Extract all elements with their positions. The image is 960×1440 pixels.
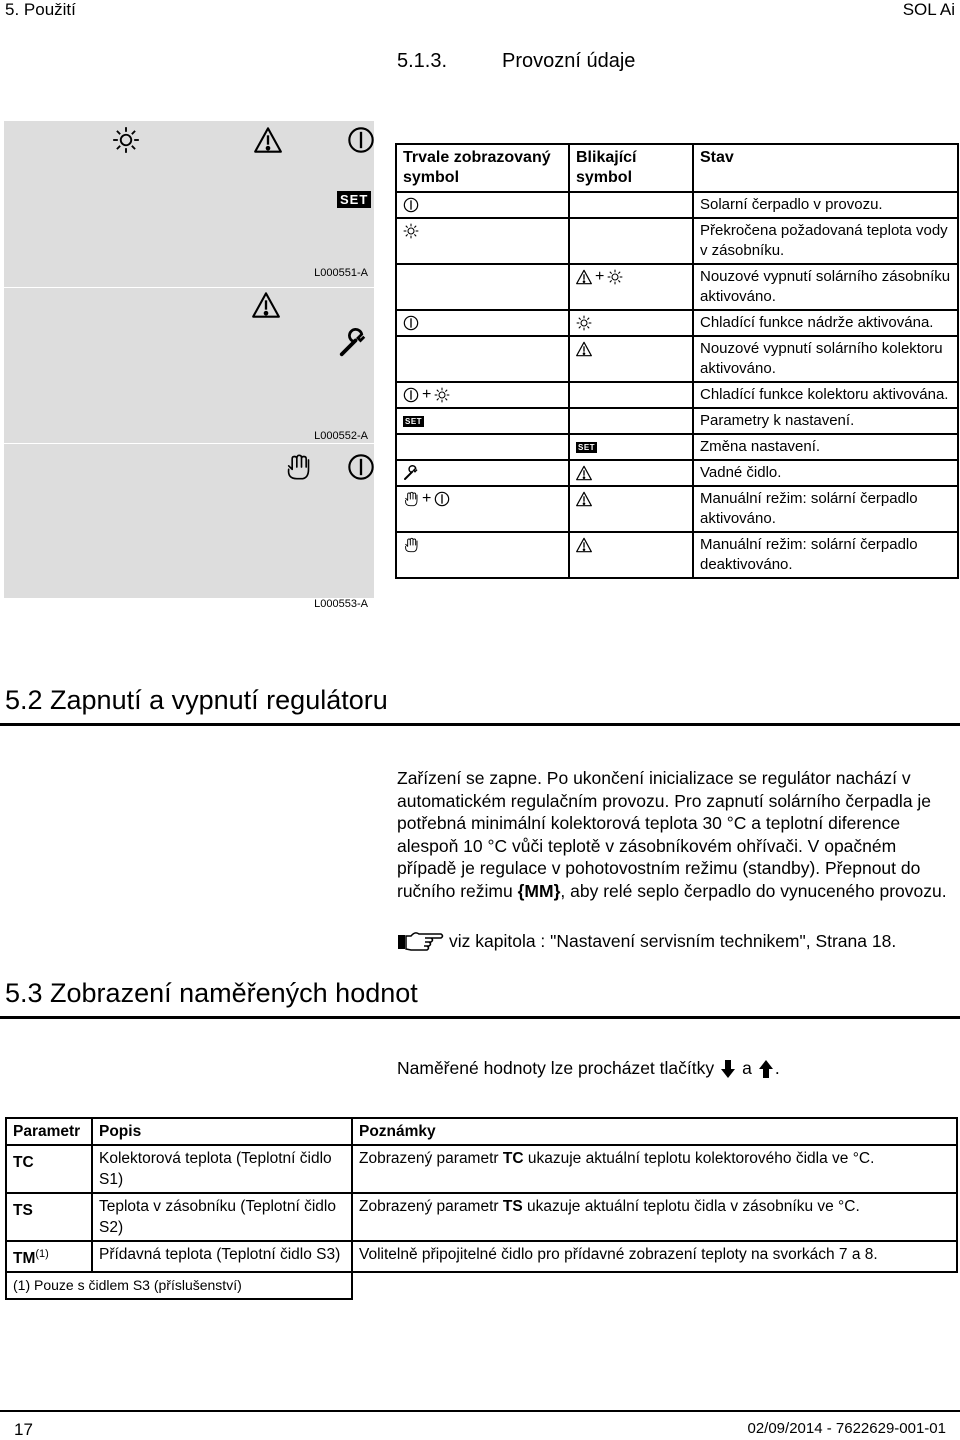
hand-icon <box>403 491 419 507</box>
sun-icon <box>576 315 592 331</box>
pump-icon <box>403 387 419 403</box>
steady-cell <box>396 218 569 264</box>
hand-icon <box>284 453 312 481</box>
status-row <box>396 336 958 382</box>
blink-cell <box>569 408 693 434</box>
status-row <box>396 192 958 218</box>
blink-cell <box>569 382 693 408</box>
footnote-row <box>6 1272 957 1299</box>
wrench-icon <box>338 328 368 358</box>
parameter-row <box>6 1193 957 1241</box>
plus-sign: + <box>422 490 432 508</box>
blink-cell <box>569 434 693 460</box>
param-cell: TC <box>6 1145 92 1193</box>
blink-cell <box>569 264 693 310</box>
state-cell: Parametry k nastavení. <box>693 408 958 434</box>
state-cell: Překročena požadovaná teplota vody v zásobníku. <box>693 218 958 264</box>
steady-cell <box>396 408 569 434</box>
header-steady: Trvale zobrazovaný symbol <box>396 144 569 192</box>
state-cell: Chladící funkce nádrže aktivována. <box>693 310 958 336</box>
sun-icon <box>403 223 419 239</box>
blink-cell <box>569 336 693 382</box>
plus-sign: + <box>422 386 432 404</box>
parameter-table <box>5 1117 958 1300</box>
warning-icon <box>576 465 592 481</box>
nav-hint: Naměřené hodnoty lze procházet tlačítky a . <box>397 1058 780 1078</box>
steady-cell <box>396 460 569 486</box>
pointing-hand-icon <box>397 929 445 953</box>
reference-text: viz kapitola : "Nastavení servisním technikem", Strana 18. <box>449 930 897 951</box>
section-5-2-title: 5.2 Zapnutí a vypnutí regulátoru <box>5 685 388 715</box>
footer-rule <box>0 1410 960 1412</box>
steady-cell <box>396 382 569 408</box>
steady-cell <box>396 310 569 336</box>
state-cell: Nouzové vypnutí solárního kolektoru aktivováno. <box>693 336 958 382</box>
sun-icon <box>434 387 450 403</box>
blink-cell <box>569 460 693 486</box>
header-poznamky: Poznámky <box>352 1118 957 1145</box>
status-row <box>396 434 958 460</box>
status-row <box>396 460 958 486</box>
status-row <box>396 408 958 434</box>
steady-cell <box>396 336 569 382</box>
blink-cell <box>569 486 693 532</box>
note-cell: Zobrazený parametr TS ukazuje aktuální teplotu čidla v zásobníku ve °C. <box>352 1193 957 1241</box>
pump-icon <box>434 491 450 507</box>
blink-cell <box>569 192 693 218</box>
arrow-down-icon <box>720 1059 736 1079</box>
pump-icon <box>347 453 375 481</box>
param-cell: TM$^{(1)}$ <box>6 1241 92 1272</box>
parameter-row <box>6 1145 957 1193</box>
wrench-icon <box>403 465 419 481</box>
pump-icon <box>403 197 419 213</box>
state-cell: Změna nastavení. <box>693 434 958 460</box>
header-parametr: Parametr <box>6 1118 92 1145</box>
header-blink: Blikající symbol <box>569 144 693 192</box>
doc-reference: 02/09/2014 - 7622629-001-01 <box>747 1420 946 1437</box>
state-cell: Vadné čidlo. <box>693 460 958 486</box>
set-icon: SET <box>337 191 371 208</box>
sun-icon <box>607 269 623 285</box>
warning-icon <box>576 537 592 553</box>
plus-sign: + <box>595 268 605 286</box>
desc-cell: Přídavná teplota (Teplotní čidlo S3) <box>92 1241 352 1272</box>
set-icon: SET <box>578 442 596 452</box>
blink-cell <box>569 532 693 578</box>
panel-code: L000553-A <box>314 598 368 610</box>
state-cell: Manuální režim: solární čerpadlo aktivováno. <box>693 486 958 532</box>
status-row <box>396 532 958 578</box>
section-5-2-paragraph: Zařízení se zapne. Po ukončení inicializace se regulátor nachází v automatickém regulačním provozu. Pro zapnutí solárního čerpadla je potřebná minimální kolektorová teplota 30 °C a teplotní diference alespoň 10 °C vůči teplotě v zásobníkovém ohřívači. V opačném případě je regulace v pohotovostním režimu (standby). Přepnout do ručního režimu {MM}, aby relé seplo čerpadlo do vynuceného provozu. <box>397 768 947 901</box>
hand-icon <box>403 537 419 553</box>
status-row <box>396 218 958 264</box>
warning-icon <box>576 491 592 507</box>
section-rule <box>0 1016 960 1019</box>
chapter-reference[interactable] <box>397 929 896 953</box>
steady-cell <box>396 486 569 532</box>
steady-cell <box>396 264 569 310</box>
param-cell: TS <box>6 1193 92 1241</box>
display-panel-1 <box>4 121 374 287</box>
warning-icon <box>576 269 592 285</box>
product-label: SOL Ai <box>902 0 955 19</box>
panel-code: L000551-A <box>314 267 368 279</box>
pump-icon <box>347 126 375 154</box>
steady-cell <box>396 192 569 218</box>
warning-icon <box>252 291 280 319</box>
status-row <box>396 382 958 408</box>
state-cell: Chladící funkce kolektoru aktivována. <box>693 382 958 408</box>
status-row <box>396 310 958 336</box>
blink-cell <box>569 310 693 336</box>
desc-cell: Kolektorová teplota (Teplotní čidlo S1) <box>92 1145 352 1193</box>
state-cell: Nouzové vypnutí solárního zásobníku aktivováno. <box>693 264 958 310</box>
set-icon: SET <box>405 416 423 426</box>
section-title: Provozní údaje <box>502 50 636 72</box>
display-panel-2 <box>4 288 374 443</box>
section-rule <box>0 723 960 726</box>
status-row <box>396 264 958 310</box>
note-cell: Zobrazený parametr TC ukazuje aktuální teplotu kolektorového čidla ve °C. <box>352 1145 957 1193</box>
state-cell: Solarní čerpadlo v provozu. <box>693 192 958 218</box>
sun-icon <box>112 126 140 154</box>
nav-text: Naměřené hodnoty lze procházet tlačítky <box>397 1058 715 1078</box>
chapter-label: 5. Použití <box>5 0 76 19</box>
blink-cell <box>569 218 693 264</box>
steady-cell <box>396 532 569 578</box>
warning-icon <box>254 126 282 154</box>
desc-cell: Teplota v zásobníku (Teplotní čidlo S2) <box>92 1193 352 1241</box>
warning-icon <box>576 341 592 357</box>
steady-cell <box>396 434 569 460</box>
page-number: 17 <box>14 1420 33 1439</box>
header-popis: Popis <box>92 1118 352 1145</box>
arrow-up-icon <box>758 1059 774 1079</box>
section-5-3-title: 5.3 Zobrazení naměřených hodnot <box>5 978 418 1008</box>
parameter-row <box>6 1241 957 1272</box>
section-number: 5.1.3. <box>397 50 448 72</box>
panel-code: L000552-A <box>314 430 368 442</box>
note-cell: Volitelně připojitelné čidlo pro přídavné zobrazení teploty na svorkách 7 a 8. <box>352 1241 957 1272</box>
pump-icon <box>403 315 419 331</box>
status-row <box>396 486 958 532</box>
footnote: (1) Pouze s čidlem S3 (příslušenství) <box>6 1272 352 1299</box>
state-cell: Manuální režim: solární čerpadlo deaktivováno. <box>693 532 958 578</box>
status-table <box>395 143 959 579</box>
nav-and: a <box>742 1058 752 1078</box>
display-panel-3 <box>4 444 374 610</box>
header-state: Stav <box>693 144 958 192</box>
